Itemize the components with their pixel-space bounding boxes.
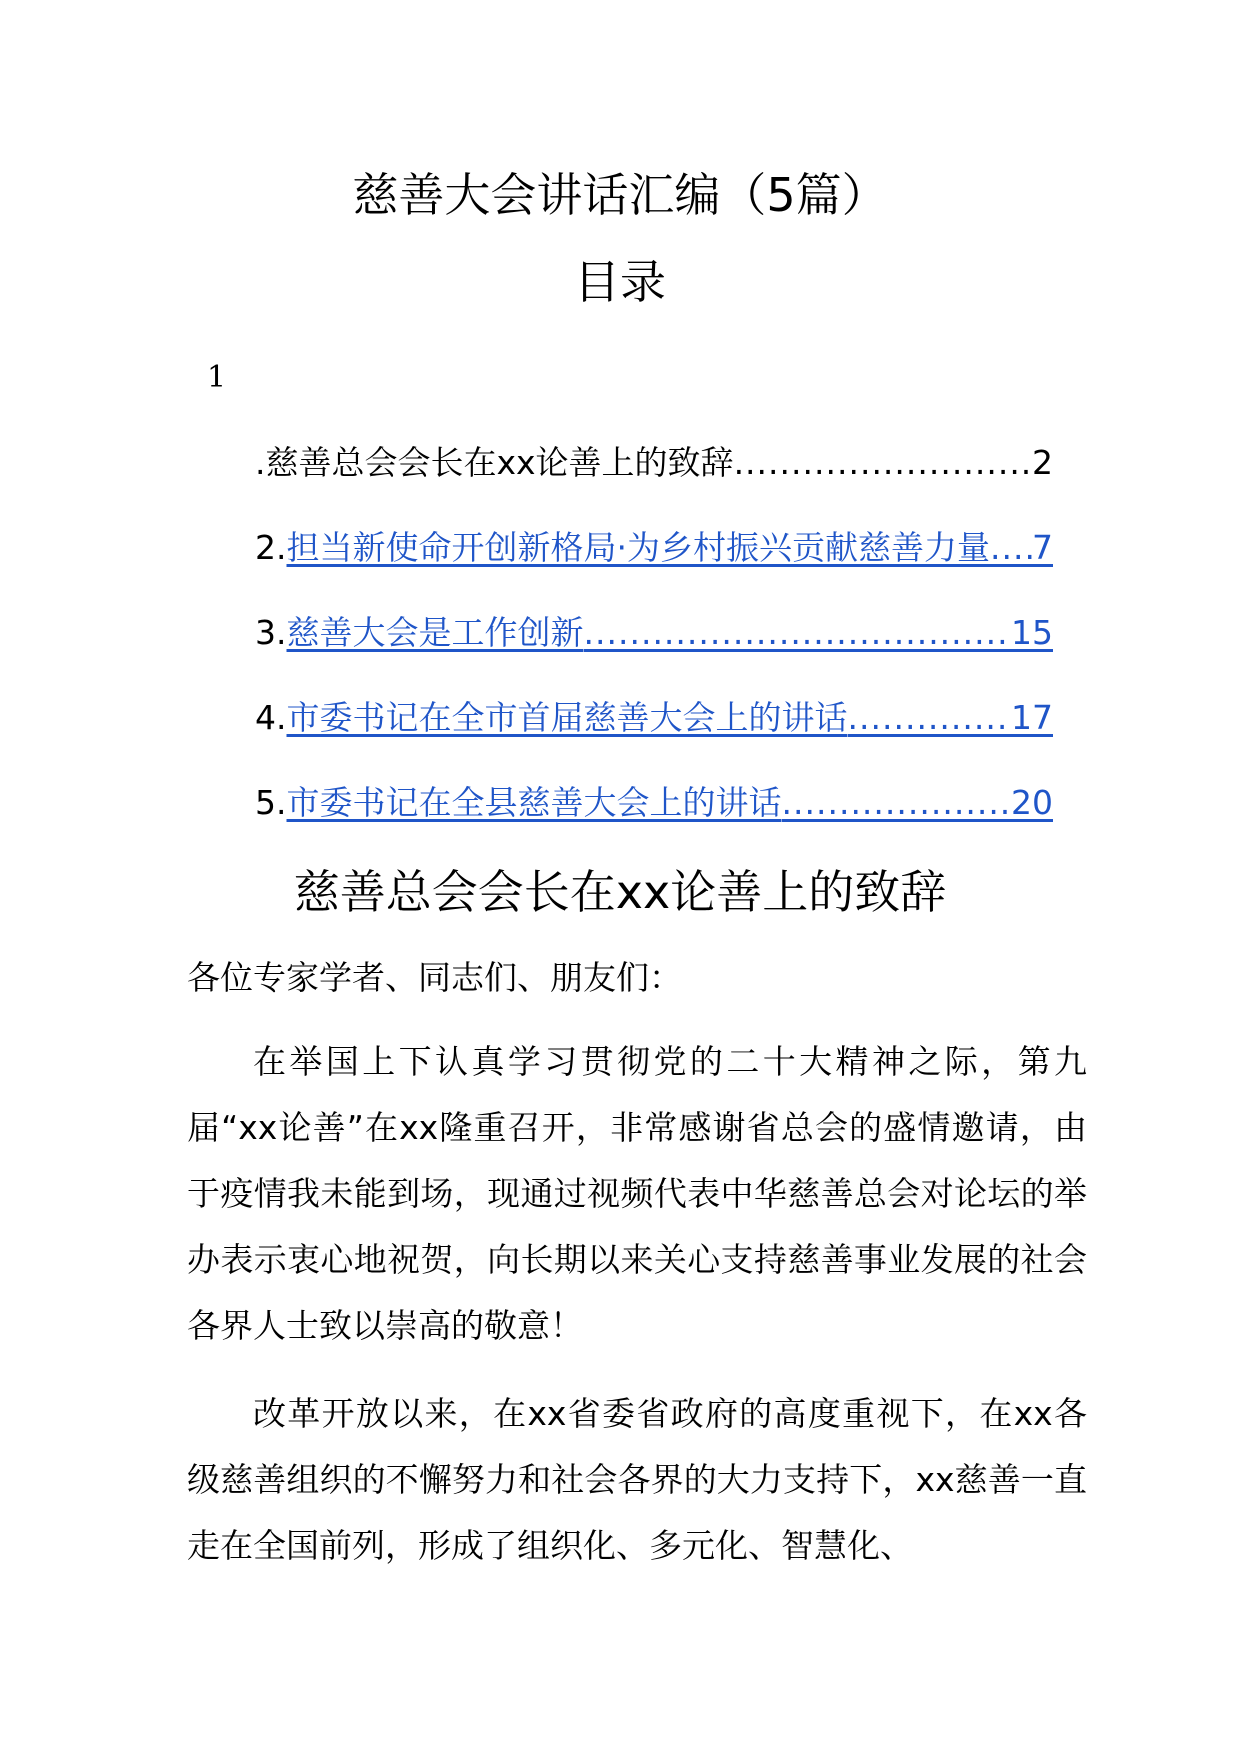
toc-item-page: 2 xyxy=(1032,443,1053,482)
toc-item-text: 市委书记在全市首届慈善大会上的讲话 xyxy=(286,698,848,737)
toc-item-5 xyxy=(255,778,1053,863)
toc-link-3[interactable] xyxy=(287,608,1054,658)
toc-item-text: 市委书记在全县慈善大会上的讲话 xyxy=(286,783,782,822)
toc-item-number: 4. xyxy=(255,698,287,737)
toc-dot-leader xyxy=(990,523,1032,573)
toc-dot-leader xyxy=(584,608,1012,658)
toc-link-1[interactable] xyxy=(255,438,1053,488)
body-paragraph-2: 改革开放以来，在xx省委省政府的高度重视下，在xx各级慈善组织的不懈努力和社会各界的大力支持下，xx慈善一直走在全国前列，形成了组织化、多元化、智慧化、 xyxy=(187,1394,1087,1565)
toc-item-page: 17 xyxy=(1011,698,1053,737)
section-title: 慈善总会会长在xx论善上的致辞 xyxy=(293,865,947,919)
toc-item-number: 3. xyxy=(255,613,287,652)
toc-item-number: 2. xyxy=(255,528,287,567)
toc-item-text: .慈善总会会长在xx论善上的致辞 xyxy=(255,443,734,482)
toc-dot-leader xyxy=(848,693,1012,743)
toc-item-page: 20 xyxy=(1011,783,1053,822)
toc-link-5[interactable] xyxy=(287,778,1054,828)
document-title: 慈善大会讲话汇编（5篇） xyxy=(352,168,888,222)
toc-item-page: 15 xyxy=(1011,613,1053,652)
toc-link-2[interactable] xyxy=(287,523,1054,573)
toc-dot-leader xyxy=(782,778,1012,828)
toc-item-number: 5. xyxy=(255,783,287,822)
body-paragraph-1: 在举国上下认真学习贯彻党的二十大精神之际，第九届“xx论善”在xx隆重召开，非常感谢省总会的盛情邀请，由于疫情我未能到场，现通过视频代表中华慈善总会对论坛的举办表示衷心地祝贺，向长期以来关心支持慈善事业发展的社会各界人士致以崇高的敬意！ xyxy=(187,1042,1087,1345)
toc-heading: 目录 xyxy=(574,255,666,309)
toc-item-2 xyxy=(255,523,1053,608)
toc-item-text: 慈善大会是工作创新 xyxy=(286,613,584,652)
toc-item-4 xyxy=(255,693,1053,778)
section-body xyxy=(187,945,1087,1579)
toc-item-1 xyxy=(255,438,1053,523)
toc-link-4[interactable] xyxy=(287,693,1054,743)
toc-item-3 xyxy=(255,608,1053,693)
page-number: 1 xyxy=(207,360,227,395)
toc-item-page: 7 xyxy=(1032,528,1053,567)
toc-item-text: 担当新使命开创新格局·为乡村振兴贡献慈善力量 xyxy=(286,528,990,567)
toc-dot-leader xyxy=(734,438,1032,488)
table-of-contents xyxy=(255,438,1053,863)
salutation: 各位专家学者、同志们、朋友们： xyxy=(187,958,682,997)
